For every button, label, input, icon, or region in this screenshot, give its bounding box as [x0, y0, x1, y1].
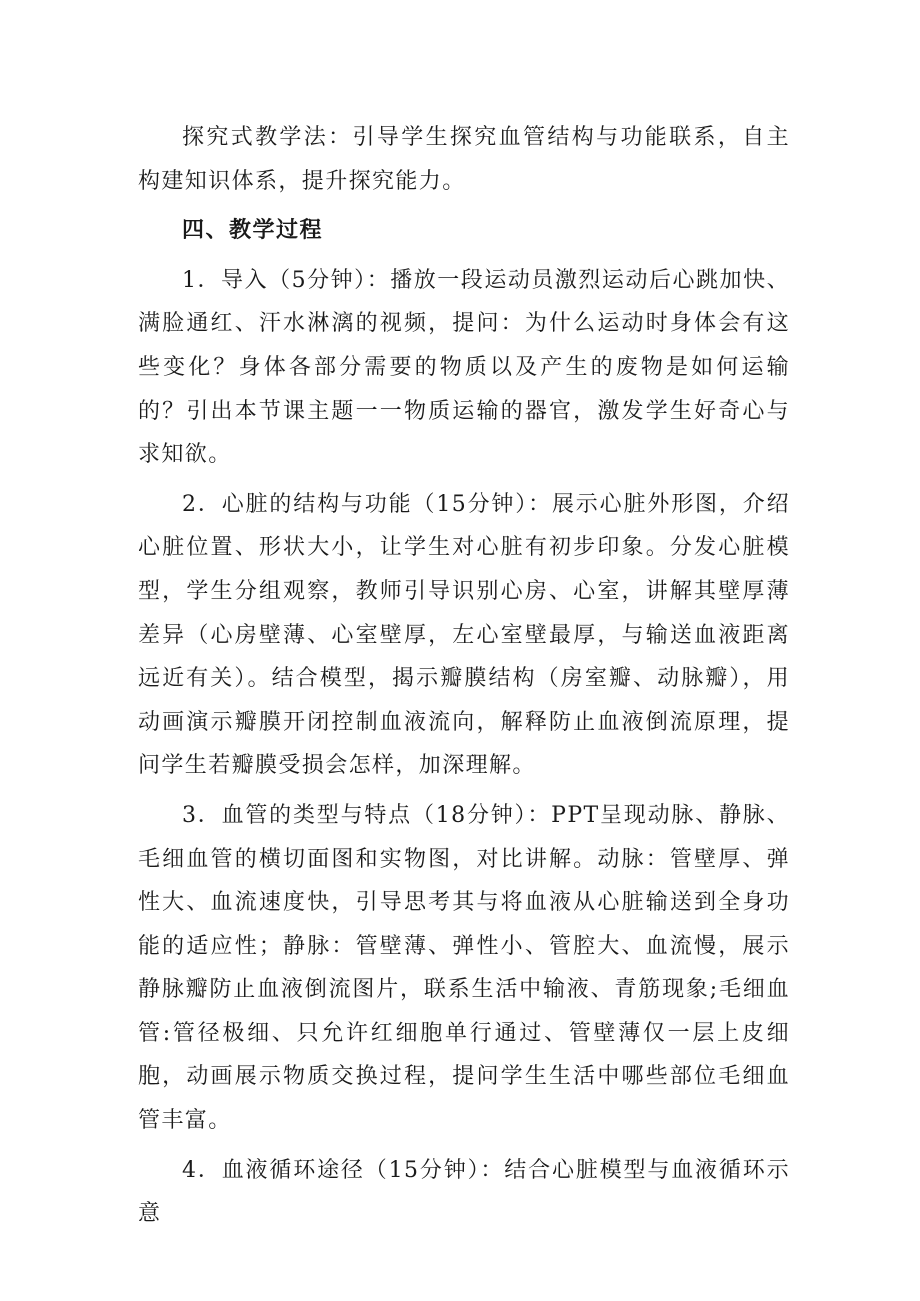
paragraph-step-3-blood-vessels: 3．血管的类型与特点（18分钟）：PPT呈现动脉、静脉、毛细血管的横切面图和实物图，对比讲解。动脉：管壁厚、弹性大、血流速度快，引导思考其与将血液从心脏输送到全身功能的适应性；静脉：管壁薄、弹性小、管腔大、血流慢，展示静脉瓣防止血液倒流图片，联系生活中输液、青筋现象;毛细血管:管径极细、只允许红细胞单行通过、管壁薄仅一层上皮细胞，动画展示物质交换过程，提问学生生活中哪些部位毛细血管丰富。: [138, 802, 790, 1134]
document-body: [138, 116, 790, 1236]
paragraph-step-1-introduction: 1．导入（5分钟）：播放一段运动员激烈运动后心跳加快、满脸通红、汗水淋漓的视频，提问：为什么运动时身体会有这些变化？身体各部分需要的物质以及产生的废物是如何运输的？引出本节课主题一一物质运输的器官，激发学生好奇心与求知欲。: [138, 267, 790, 468]
paragraph-step-2-heart: 2．心脏的结构与功能（15分钟）：展示心脏外形图，介绍心脏位置、形状大小，让学生对心脏有初步印象。分发心脏模型，学生分组观察，教师引导识别心房、心室，讲解其壁厚薄差异（心房壁薄、心室壁厚，左心室壁最厚，与输送血液距离远近有关）。结合模型，揭示瓣膜结构（房室瓣、动脉瓣），用动画演示瓣膜开闭控制血液流向，解释防止血液倒流原理，提问学生若瓣膜受损会怎样，加深理解。: [138, 491, 790, 779]
paragraph-inquiry-method: 探究式教学法：引导学生探究血管结构与功能联系，自主构建知识体系，提升探究能力。: [138, 125, 790, 194]
section-heading-teaching-process: 四、教学过程: [182, 217, 324, 244]
paragraph-step-4-circulation: 4．血液循环途径（15分钟）：结合心脏模型与血液循环示意: [138, 1157, 790, 1227]
